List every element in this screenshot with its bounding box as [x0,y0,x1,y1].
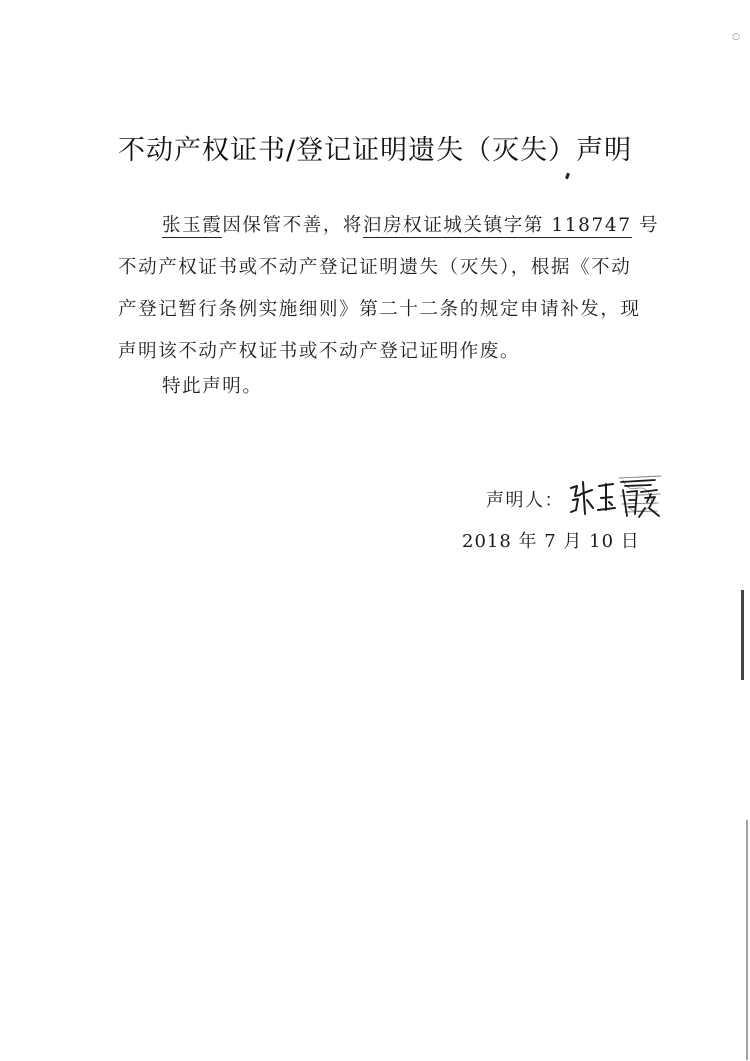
stray-ink-mark [565,173,570,180]
body-line-3: 产登记暂行条例实施细则》第二十二条的规定申请补发，现 [118,299,641,320]
body-line-1-tail: 号 [631,215,660,236]
body-line-1-text: 因保管不善，将 [222,215,364,236]
document-title: 不动产权证书/登记证明遗失（灭失）声明 [118,135,633,166]
closing-statement: 特此声明。 [162,376,263,397]
declarant-label: 声明人： [486,490,564,511]
body-line-1 [162,211,659,237]
declaration-date: 2018 年 7 月 10 日 [462,531,640,552]
certificate-number: 汩房权证城关镇字第 118747 [363,215,632,236]
body-line-2: 不动产权证书或不动产登记证明遗失（灭失），根据《不动 [118,257,632,278]
declarant-name: 张玉霞 [162,215,223,236]
scan-corner-mark: ○ [732,32,740,42]
scan-edge-shadow [741,590,744,680]
scan-edge-shadow-lower [746,820,748,1060]
handwritten-signature [565,470,665,522]
body-line-4: 声明该不动产权证书或不动产登记证明作废。 [118,341,521,362]
